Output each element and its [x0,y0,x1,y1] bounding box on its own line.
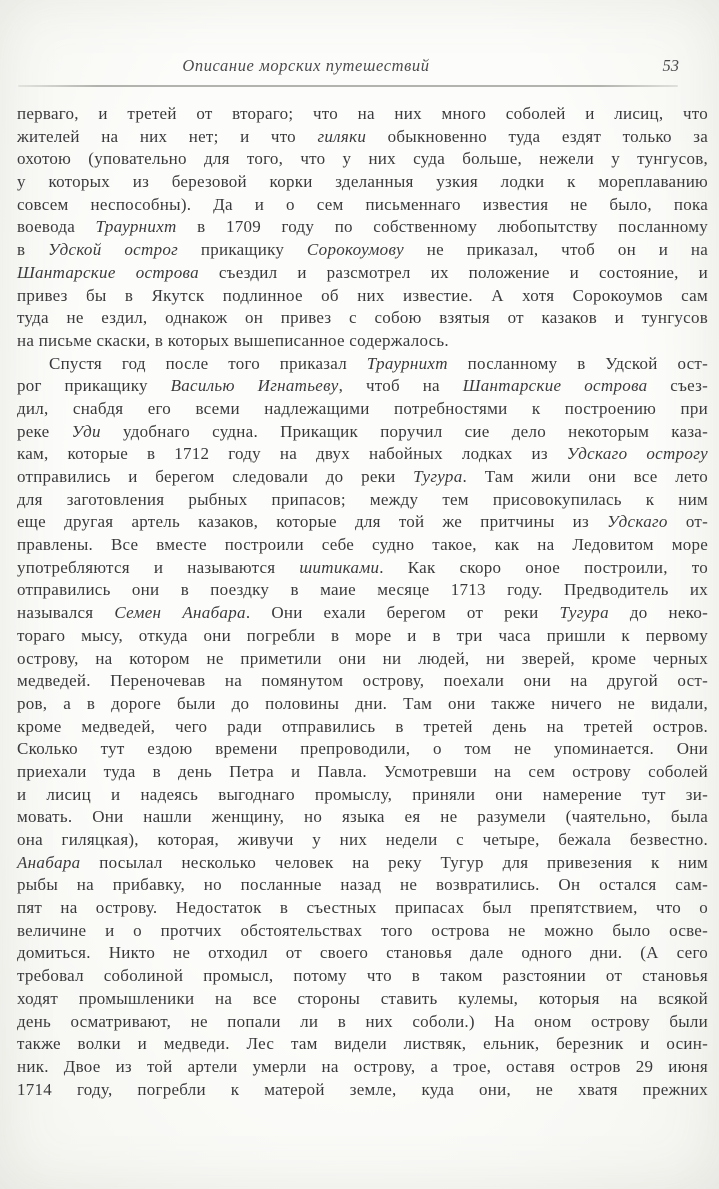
text-line: мовать. Они нашли женщину, но языка ея не разумели (чаятельно, была [17,807,708,827]
text-line: ходят промышленики на все стороны ставить кулемы, которыя на всякой [17,988,708,1008]
text-line: в Удской острог прикащику Сорокоумову не приказал, чтоб он и на [17,240,708,260]
italic-text: гиляки [317,126,367,146]
text-line: отправились и берегом следовали до реки Тугура. Там жили они все лето [17,467,708,486]
text-line: острову, на котором не приметили они ни людей, ни зверей, кроме черных [17,648,708,668]
text-line: ник. Двое из той артели умерли на острову, а трое, оставя остров 29 июня [17,1056,708,1076]
paragraph [17,103,708,353]
italic-text: Удской острог [48,240,179,260]
text-line: медведей. Переночевав на помянутом острову, поехали они на другой ост- [17,671,708,691]
paragraph [17,353,708,1102]
text-line: приехали туда в день Петра и Павла. Усмотревши на сем острову соболей [17,761,708,781]
page-body [17,103,708,1101]
italic-text: Шантарские острова [462,376,648,396]
italic-text: Удскаго [607,512,668,532]
text-line: жителей на них нет; и что гиляки обыкновенно туда ездят только за [17,126,708,146]
text-line: у которых из березовой корки зделанныя узкия лодки к мореплаванию [17,172,708,192]
text-line: кроме медведей, чего ради отправились в третей день на третей остров. [17,716,708,736]
italic-text: Семен Анабара [114,603,246,623]
text-line: совсем неспособны). Да и о сем письменнаго известия не было, пока [17,194,708,214]
text-line: перваго, и третей от втораго; что на них много соболей и лисиц, что [17,104,708,123]
text-line: и лисиц и надеясь выгоднаго промыслу, приняли они намерение тут зи- [17,784,708,804]
text-line: туда не ездил, однакож он привез с собою взятыя от казаков и тунгусов [17,308,708,328]
text-line: рыбы на прибавку, но посланные назад не возвратились. Он остался сам- [17,875,708,895]
text-line: Спустя год после того приказал Траурнихт посланному в Удской ост- [49,353,709,373]
italic-text: Траурнихт [366,353,448,373]
header-divider [18,85,678,87]
italic-text: Тугура [559,603,609,623]
text-line: для заготовления рыбных припасов; между тем присовокупилась к ним [17,489,708,509]
text-line: воевода Траурнихт в 1709 году по собственному любопытству посланному [17,217,708,237]
text-line: 1714 году, погребли к матерой земле, куда они, не хватя прежних [17,1079,708,1099]
text-line: также волки и медведи. Лес там видели листвяк, ельник, березник и осин- [17,1034,708,1054]
text-line: тораго мысу, откуда они погребли в море и в три часа пришли к первому [17,625,708,645]
text-line: дил, снабдя его всеми надлежащими потребностями к построению при [17,398,708,418]
text-line: ров, а в дороге были до половины дни. Там они также ничего не видали, [17,693,708,713]
text-line: Анабара посылал несколько человек на реку Тугур для привезения к ним [17,852,708,872]
italic-text: шитиками [299,557,380,577]
text-line: требовал соболиной промысл, потому что в таком разстоянии от становья [17,966,708,986]
text-line: назывался Семен Анабара. Они ехали берегом от реки Тугура до неко- [17,603,708,623]
italic-text: Анабара [17,852,81,872]
text-line: на письме скаски, в которых вышеписанное содержалось. [17,330,449,350]
italic-text: Сорокоумову [306,240,405,260]
text-line: она гиляцкая), которая, живучи у них недели с четыре, бежала безвестно. [17,830,708,849]
italic-text: Василью Игнатьеву [170,376,339,396]
text-line: Шантарские острова съездил и разсмотрел их положение и состояние, и [17,262,708,282]
italic-text: Удскаго острогу [566,444,708,464]
text-line: реке Уди удобнаго судна. Прикащик поручил сие дело некоторым каза- [17,421,708,441]
text-line: домиться. Никто не отходил от своего становья дале одного дни. (А сего [17,943,708,963]
italic-text: Траурнихт [95,217,177,237]
running-head-title: Описание морских путешествий [182,56,430,75]
italic-text: Шантарские острова [17,262,199,282]
text-line: пят на острову. Недостаток в съестных припасах был препятствием, что о [17,898,708,918]
page-number: 53 [662,56,679,75]
text-line: величине и о протчих обстоятельствах того острова не можно было осве- [17,920,708,940]
text-line: еще другая артель казаков, которые для той же притчины из Удскаго от- [17,512,708,532]
italic-text: Уди [71,421,101,441]
text-line: привез бы в Якутск подлинное об них известие. А хотя Сорокоумов сам [17,285,708,305]
text-line: употребляются и называются шитиками. Как скоро оное построили, то [17,557,708,577]
text-line: Сколько тут ездою времени препроводили, о том не упоминается. Они [17,739,708,759]
italic-text: Тугура [413,467,463,486]
text-line: рог прикащику Василью Игнатьеву, чтоб на Шантарские острова съез- [17,376,708,396]
text-line: отправились они в поездку в маие месяце 1713 году. Предводитель их [17,580,708,600]
text-line: правлены. Все вместе построили себе судно такое, как на Ледовитом море [17,535,708,555]
text-line: кам, которые в 1712 году на двух набойных лодках из Удскаго острогу [17,444,708,464]
text-line: охотою (уповательно для того, что у них суда больше, нежели у тунгусов, [17,149,708,169]
text-line: день осматривают, не попали ли в них соболи.) На оном острову были [17,1011,708,1031]
